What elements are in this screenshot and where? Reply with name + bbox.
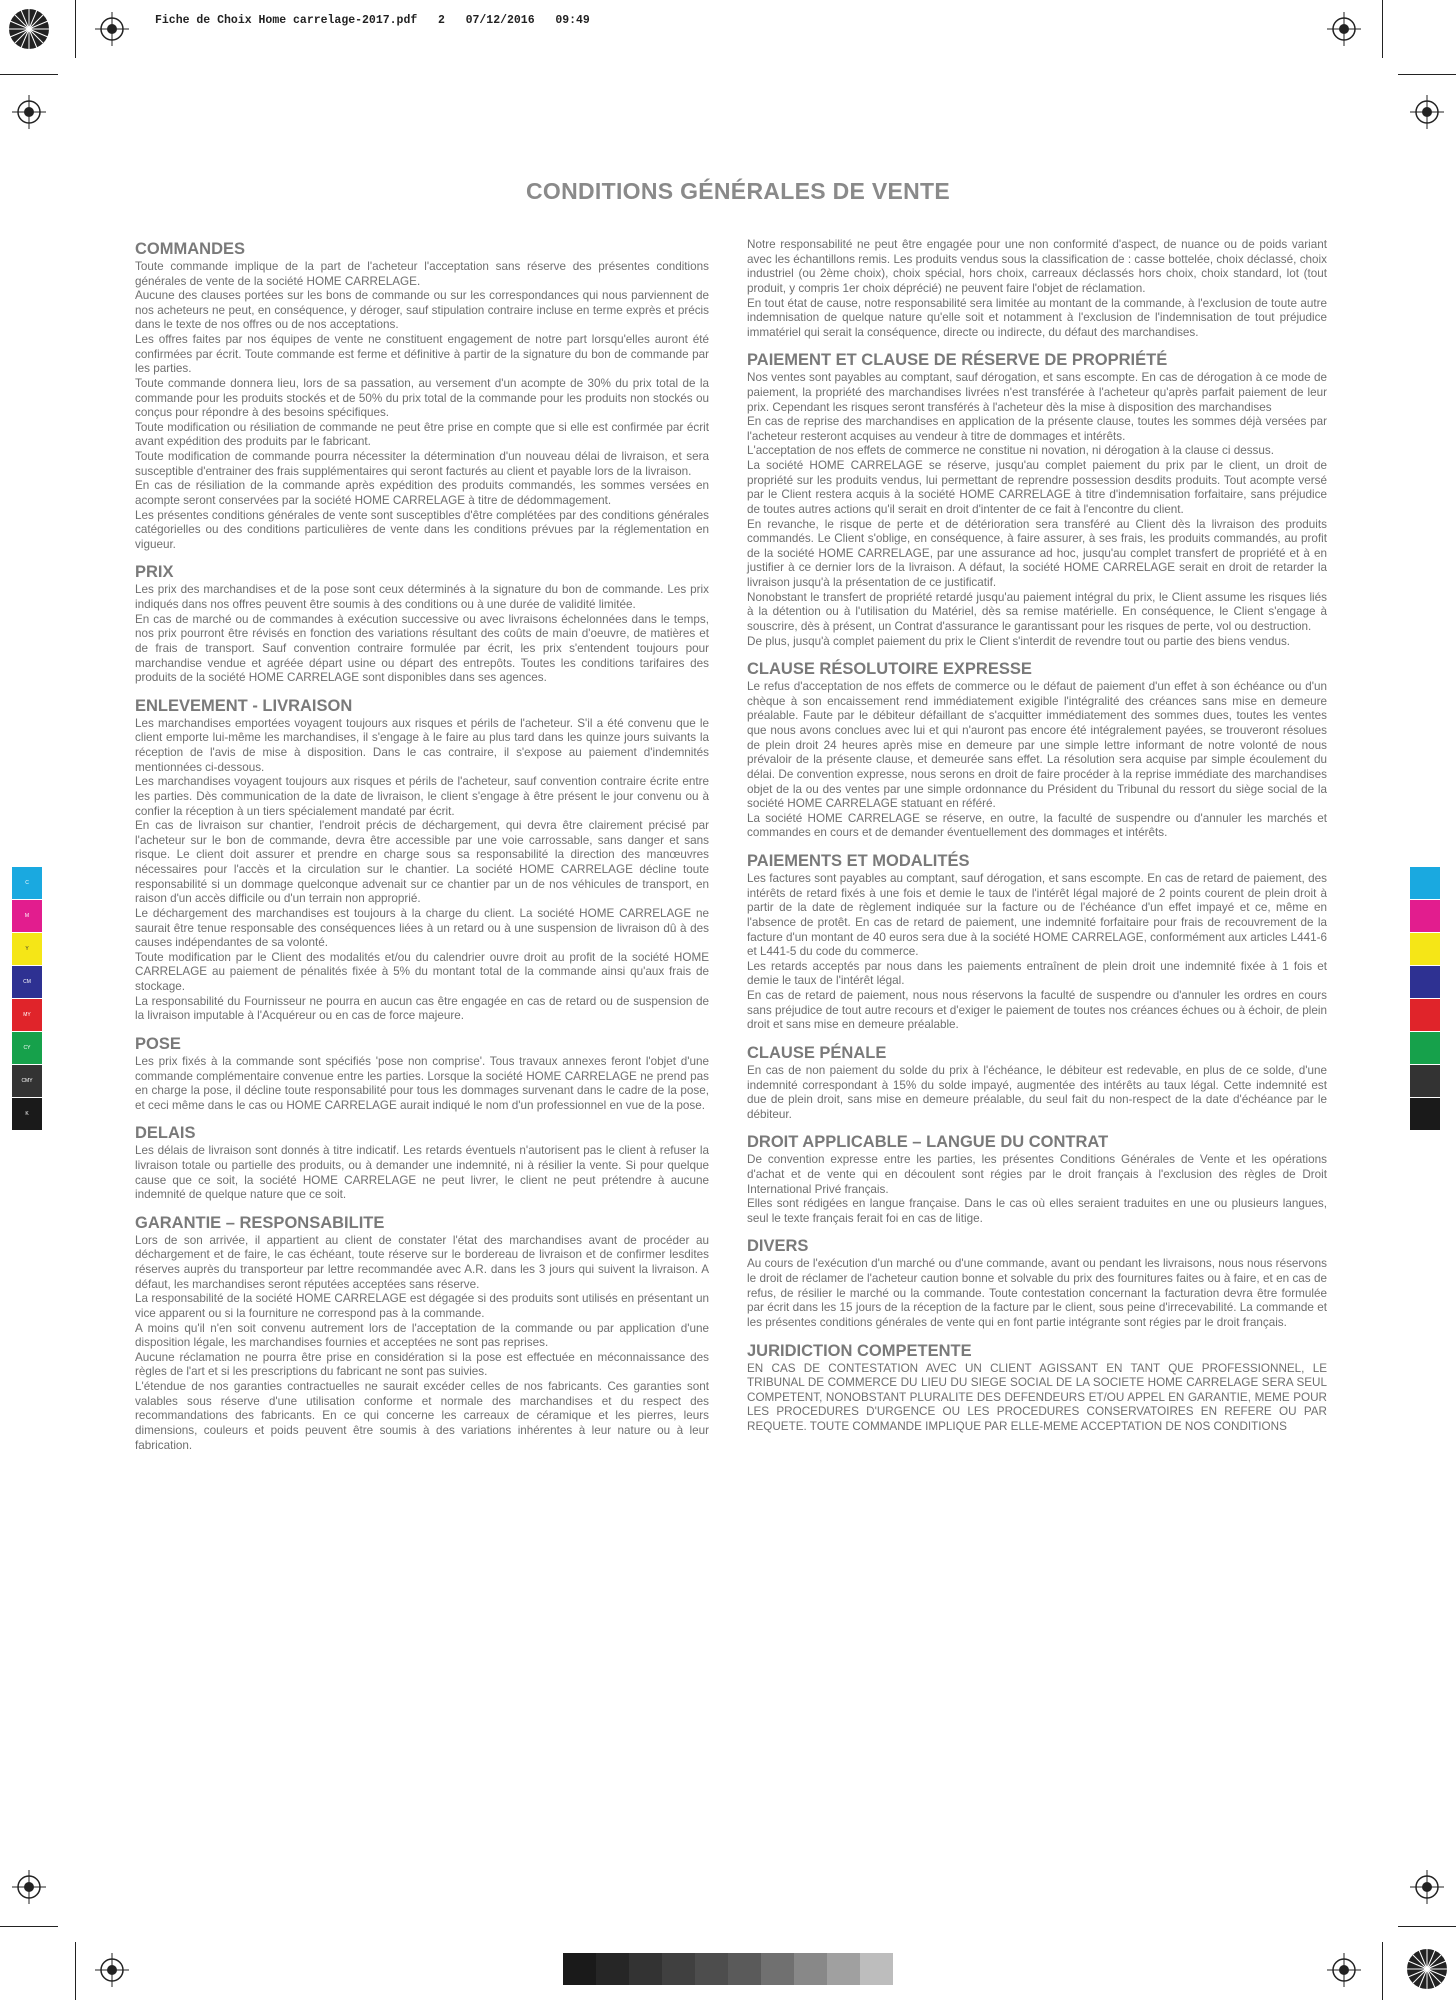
color-bar-right [1410,867,1440,1131]
section-paragraph: Aucune réclamation ne pourra être prise en considération si la pose est effectuée en méconnaissance des règles de l'art et si les prescriptions du fabricant ne sont pas suivies. [135,1350,709,1379]
color-swatch-cm: CM [12,966,42,999]
section-paragraph: Nonobstant le transfert de propriété retardé jusqu'au paiement intégral du prix, le Client assume les risques liés à la détention ou à l'utilisation du Matériel, dès sa remise matérielle. En conséquence, le Client s'engage à souscrire, dès à présent, un Contrat d'assurance le garantissant pour les risques de perte, vol ou destruction. [747,590,1327,633]
section-delais [135,1124,709,1202]
header-page: 2 [437,14,445,27]
section-paragraph: Les marchandises voyagent toujours aux risques et périls de l'acheteur, sauf convention contraire écrite entre les parties. Dès communication de la date de livraison, le client s'engage à être présent le jour convenu ou à confier la réception à un tiers spécialement mandaté par écrit. [135,775,709,818]
section-paragraph: La société HOME CARRELAGE se réserve, jusqu'au complet paiement du prix par le client, un droit de propriété sur les produits vendus, lui permettant de reprendre possession desdits produits. Tout acompte versé par le Client restera acquis à la société HOME CARRELAGE à titre d'indemnisation forfaitaire, sans préjudice de toutes autres actions qu'il serait en droit d'intenter de ce fait à l'encontre du client. [747,459,1327,516]
registration-mark-icon [1327,1953,1361,1987]
section-paragraph: L'acceptation de nos effets de commerce ne constitue ni novation, ni dérogation à la clause ci dessus. [747,444,1274,458]
color-swatch [1410,1098,1440,1131]
section-heading: COMMANDES [135,240,245,258]
crop-line [75,0,76,58]
star-target-bottom-right-icon [1406,1948,1448,1990]
section-heading: CLAUSE RÉSOLUTOIRE EXPRESSE [747,660,1032,679]
grey-step [827,1953,860,1985]
section-heading: PAIEMENT ET CLAUSE DE RÉSERVE DE PROPRIÉTÉ [747,351,1168,370]
color-swatch-c: C [12,867,42,900]
color-swatch-my: MY [12,999,42,1032]
grey-step [860,1953,893,1985]
section-paragraph: En cas de reprise des marchandises en application de la présente clause, toutes les sommes déjà versées par l'acheteur resteront acquises au vendeur à titre de dommages et intérêts. [747,415,1327,443]
section-droit-applicable-langue-du-contrat [747,1133,1327,1226]
section-prix [135,563,709,685]
grey-step [629,1953,662,1985]
section-paragraph: Toute modification ou résiliation de commande ne peut être prise en compte que si elle est confirmée par écrit avant expédition des produits par le fabricant. [135,420,709,449]
star-target-top-left-icon [8,8,50,50]
section-paragraph: Toute modification de commande pourra nécessiter la détermination d'un nouveau délai de livraison, et sera susceptible d'entrainer des frais supplémentaires qui seront facturés au client et payable lors de la livraison. [135,450,709,478]
crop-line [1382,0,1383,58]
section-paragraph: Toute commande implique de la part de l'acheteur l'acceptation sans réserve des présentes conditions générales de vente de la société HOME CARRELAGE. [135,259,709,288]
grey-step [728,1953,761,1985]
section-juridiction-competente [747,1342,1327,1435]
section-paragraph: En cas de non paiement du solde du prix à l'échéance, le débiteur est redevable, en plus de ce solde, d'une indemnité correspondant à 15% du solde impayé, augmentée des intérêts au taux légal. Cette indemnité est due de plein droit, sans mise en demeure préalable, du seul fait du non-respect de la date d'échéance par le débiteur. [747,1063,1327,1121]
color-swatch [1410,999,1440,1032]
section-continued [747,238,1327,340]
section-enlevement-livraison [135,697,709,1024]
registration-mark-icon [95,1953,129,1987]
section-paragraph: Les offres faites par nos équipes de vente ne constituent engagement de notre part lorsqu'elles auront été confirmées par écrit. Toute commande est ferme et définitive à partir de la signature du bon de commande par les parties. [135,333,709,376]
color-swatch-m: M [12,900,42,933]
section-paragraph: A moins qu'il n'en soit convenu autrement lors de l'acceptation de la commande ou par application d'une disposition légale, les marchandises fournies et acceptées ne sont pas reprises. [135,1321,709,1350]
section-heading: CLAUSE PÉNALE [747,1043,887,1062]
section-paragraph: EN CAS DE CONTESTATION AVEC UN CLIENT AGISSANT EN TANT QUE PROFESSIONNEL, LE TRIBUNAL DE COMMERCE DU LIEU DU SIEGE SOCIAL DE LA SOCIETE HOME CARRELAGE SERA SEUL COMPETENT, NONOBSTANT PLURALITE DES DEFENDEURS ET/OU APPEL EN GARANTIE, MEME POUR LES PROCEDURES D'URGENCE OU LES PROCEDURES CONSERVATOIRES EN REFERE OU PAR REQUETE. TOUTE COMMANDE IMPLIQUE PAR ELLE-MEME ACCEPTATION DE NOS CONDITIONS [747,1361,1327,1434]
section-paragraph: Toute commande donnera lieu, lors de sa passation, au versement d'un acompte de 30% du prix total de la commande pour les produits stockés et de 50% du prix total de la commande pour les produits non stockés ou conçus pour répondre à des besoins spécifiques. [135,376,709,420]
color-swatch-cy: CY [12,1032,42,1065]
section-paragraph: Nos ventes sont payables au comptant, sauf dérogation, et sans escompte. En cas de dérogation à ce mode de paiement, la propriété des marchandises livrées n'est transférée à l'acheteur qu'après parfait paiement de leur prix. Cependant les risques seront transférés à l'acheteur dès la mise à disposition des marchandises [747,371,1327,414]
section-paragraph: En tout état de cause, notre responsabilité sera limitée au montant de la commande, à l'exclusion de toute autre indemnisation de quelque nature qu'elle soit et notamment à l'exclusion de l'indemnisation de tout préjudice immatériel qui serait la conséquence, directe ou indirecte, du défaut des marchandises. [747,296,1327,339]
section-paragraph: De plus, jusqu'à complet paiement du prix le Client s'interdit de revendre tout ou partie des biens vendus. [747,634,1291,648]
section-heading: DELAIS [135,1124,196,1143]
section-paragraph: En cas de marché ou de commandes à exécution successive ou avec livraisons échelonnées dans le temps, nos prix pourront être révisés en fonction des variations résultant des coûts de main d'oeuvre, de matières et de frais de transport. Sauf convention contraire formulée par écrit, les prix s'entendent toujours pour marchandise vendue et agréée départ usine ou départ des entrepôts. Toutes les conditions tarifaires des produits de la société HOME CARRELAGE sont disponibles dans ses agences. [135,612,709,685]
section-paragraph: Les marchandises emportées voyagent toujours aux risques et périls de l'acheteur. S'il a été convenu que le client emporte lui-même les marchandises, il s'engage à le faire au plus tard dans les quinze jours suivants la réception de l'avis de mise à disposition. Dans le cas contraire, il s'expose au paiement d'indemnités mentionnées ci-dessous. [135,716,709,774]
section-clause-resolutoire-expresse [747,660,1327,841]
grey-step [761,1953,794,1985]
color-swatch-y: Y [12,933,42,966]
section-paragraph: La société HOME CARRELAGE se réserve, en outre, la faculté de suspendre ou d'annuler les marchés et commandes en cours et de demander éventuellement des dommages et intérêts. [747,811,1327,840]
section-paragraph: Les prix des marchandises et de la pose sont ceux déterminés à la signature du bon de commande. Les prix indiqués dans nos offres peuvent être soumis à des conditions ou à une durée de validité limitée. [135,583,709,612]
registration-mark-icon [12,95,46,129]
section-heading: POSE [135,1034,181,1053]
section-heading: PAIEMENTS ET MODALITÉS [747,852,970,871]
section-paragraph: Au cours de l'exécution d'un marché ou d'une commande, avant ou pendant les livraisons, nous nous réservons le droit de réclamer de l'acheteur caution bonne et solvable du prix des fournitures faites ou à faire, et en cas de refus, de résilier le marché ou la commande. Toute contestation concernant la facturation devra être formulée par écrit dans les 15 jours de la réception de la facture par le client, sous peine d'irrecevabilité. La commande et les présentes conditions générales de vente qui en font partie intégrante sont régies par le droit français. [747,1257,1327,1329]
color-bar-left [12,867,42,1131]
section-paragraph: Toute modification par le Client des modalités et/ou du calendrier ouvre droit au profit de la société HOME CARRELAGE au paiement de pénalités fixée à 5% du montant total de la commande ainsi qu'aux frais de stockage. [135,950,709,994]
grey-step [596,1953,629,1985]
section-paragraph: Les prix fixés à la commande sont spécifiés 'pose non comprise'. Tous travaux annexes feront l'objet d'une commande complémentaire convenue entre les parties. Lorsque la société HOME CARRELAGE ne prend pas en charge la pose, il décline toute responsabilité pour tous les dommages survenant dans le cadre de la pose, et ceci même dans le cas ou HOME CARRELAGE aurait indiqué le nom d'un professionnel en vue de la pose. [135,1054,709,1112]
section-paragraph: Elles sont rédigées en langue française. Dans le cas où elles seraient traduites en une ou plusieurs langues, seul le texte français ferait foi en cas de litige. [747,1197,1327,1225]
section-paiements-et-modalites [747,852,1327,1033]
section-paragraph: Le déchargement des marchandises est toujours à la charge du client. La société HOME CARRELAGE ne saurait être tenue responsable des conséquences liées à un retard ou à une suspension de livraison dû à des causes indépendantes de sa volonté. [135,906,709,950]
registration-mark-icon [95,12,129,46]
crop-line [0,74,58,75]
section-paragraph: Aucune des clauses portées sur les bons de commande ou sur les correspondances qui nous parviennent de nos acheteurs ne peut, en conséquence, y déroger, sauf stipulation contraire incluse en terme exprès et précis dans le texte de nos offres ou de nos acceptations. [135,289,709,332]
greyscale-strip [563,1953,893,1985]
header-date: 07/12/2016 [465,14,535,27]
color-swatch [1410,867,1440,900]
registration-mark-icon [1327,12,1361,46]
registration-mark-icon [1410,1870,1444,1904]
registration-mark-icon [1410,95,1444,129]
section-paragraph: Les retards acceptés par nous dans les paiements entraînent de plein droit une indemnité fixée à 1 fois et demie le taux de l'intérêt légal. [747,959,1327,988]
section-paragraph: La responsabilité de la société HOME CARRELAGE est dégagée si des produits sont utilisés en présentant un vice apparent ou si la fourniture ne correspond pas à la commande. [135,1292,709,1320]
grey-step [563,1953,596,1985]
section-divers [747,1237,1327,1330]
crop-line [75,1942,76,2000]
color-swatch-cmy: CMY [12,1065,42,1098]
section-heading: PRIX [135,563,174,582]
grey-step [662,1953,695,1985]
print-header [155,14,590,27]
left-column [135,240,709,1464]
section-paragraph: En cas de livraison sur chantier, l'endroit précis de déchargement, qui devra être clairement précisé par l'acheteur sur le bon de commande, devra être accessible par une voie carrossable, sans danger et sans risque. Le client doit assurer et prendre en charge sous sa responsabilité la direction des manœuvres nécessaires pour l'accès et la circulation sur le chantier. La société HOME CARRELAGE décline toute responsabilité si un dommage quelconque advenait sur ce chantier par un de nos véhicules de transport, en raison d'un accès difficile ou d'un terrain non approprié. [135,819,709,906]
section-paragraph: Le refus d'acceptation de nos effets de commerce ou le défaut de paiement d'un effet à son échéance ou d'un chèque à son encaissement rend immédiatement exigible l'intégralité des créances sans mise en demeure préalable. Faute par le débiteur défaillant de s'acquitter immédiatement des sommes dues, toutes les ventes que nous avons conclues avec lui et qui n'auront pas encore été intégralement payées, se trouveront résolues de plein droit 24 heures après mise en demeure par une simple lettre informant de notre volonté de nous prévaloir de la présente clause, et demeurée sans effet. La résolution sera acquise par simple écoulement du délai. De convention expresse, nous serons en droit de faire procéder à la reprise immédiate des marchandises objet de la ou des ventes par une simple ordonnance du Président du Tribunal du ressort du siège social de la société HOME CARRELAGE statuant en référé. [747,680,1327,811]
section-paragraph: En cas de retard de paiement, nous nous réservons la faculté de suspendre ou d'annuler les ordres en cours sans préjudice de tout autre recours et d'exiger le paiement de toutes nos créances échues ou à échoir, de plein droit et sans mise en demeure préalable. [747,989,1327,1032]
registration-mark-icon [12,1870,46,1904]
right-column [747,238,1327,1446]
page-title: CONDITIONS GÉNÉRALES DE VENTE [525,178,951,204]
section-garantie-responsabilite [135,1214,709,1453]
header-filename: Fiche de Choix Home carrelage-2017.pdf [155,14,418,27]
section-commandes [135,240,709,552]
section-paragraph: Les délais de livraison sont donnés à titre indicatif. Les retards éventuels n'autorisent pas le client à refuser la livraison totale ou partielle des produits, ou à demander une indemnité, ni à résilier la vente. Si pour quelque cause que ce soit, la société HOME CARRELAGE ne peut livrer, le client ne peut prétendre à aucune indemnité de quelque nature que ce soit. [135,1144,709,1202]
color-swatch [1410,900,1440,933]
section-paragraph: Notre responsabilité ne peut être engagée pour une non conformité d'aspect, de nuance ou de poids variant avec les échantillons remis. Les produits vendus sous la classification de : casse bottelée, choix déclassé, choix industriel (ou 2ème choix), choix spécial, hors choix, carreaux déclassés hors choix, choix standard, lot (tout produit, y compris 1er choix déprécié) ne peuvent faire l'objet de réclamation. [747,238,1327,295]
section-paragraph: En cas de résiliation de la commande après expédition des produits commandés, les sommes versées en acompte seront conservées par la société HOME CARRELAGE à titre de dédommagement. [135,479,709,507]
section-paragraph: Lors de son arrivée, il appartient au client de constater l'état des marchandises avant de procéder au déchargement et de faire, le cas échéant, toute réserve sur le bordereau de livraison et de confirmer lesdites réserves auprès du transporteur par lettre recommandée avec A.R. dans les 3 jours qui suivent la livraison. A défaut, les marchandises seront réputées acceptées sans réserve. [135,1233,709,1291]
grey-step [794,1953,827,1985]
section-paragraph: Les présentes conditions générales de vente sont susceptibles d'être complétées par des conditions générales catégorielles ou des conditions particulières de vente dans les conditions prévues par la réglementation en vigueur. [135,508,709,551]
section-heading: JURIDICTION COMPETENTE [747,1341,972,1360]
color-swatch [1410,933,1440,966]
section-paragraph: La responsabilité du Fournisseur ne pourra en aucun cas être engagée en cas de retard ou de suspension de la livraison imputable à l'Acquéreur ou en cas de force majeure. [135,994,709,1023]
crop-line [1398,1926,1456,1927]
section-paragraph: En revanche, le risque de perte et de détérioration sera transféré au Client dès la livraison des produits commandés. Le Client s'oblige, en conséquence, à faire assurer, à ses frais, les produits commandés, au profit de la société HOME CARRELAGE, par une assurance ad hoc, jusqu'au complet transfert de propriété et à en justifier à ce dernier lors de la livraison. A défaut, la société HOME CARRELAGE serait en droit de retarder la livraison jusqu'à la présentation de ce justificatif. [747,517,1327,590]
section-heading: GARANTIE – RESPONSABILITE [135,1213,385,1232]
section-paragraph: De convention expresse entre les parties, les présentes Conditions Générales de Vente et les opérations d'achat et de vente qui en découlent sont régies par le droit français à l'exclusion des règles de Droit International Privé français. [747,1153,1327,1196]
section-paragraph: L'étendue de nos garanties contractuelles ne saurait excéder celles de nos fabricants. Ces garanties sont valables sous réserve d'une utilisation conforme et normale des marchandises et du respect des recommandations des fabricants. En ce qui concerne les carreaux de céramique et les pierres, leurs dimensions, couleurs et poids peuvent être soumis à des variations inhérentes à leur nature ou à leur fabrication. [135,1380,709,1452]
crop-line [1398,74,1456,75]
color-swatch-k: K [12,1098,42,1131]
section-paragraph: Les factures sont payables au comptant, sauf dérogation, et sans escompte. En cas de retard de paiement, des intérêts de retard fixés à une fois et demie le taux de l'intérêt légal majoré de 2 points courent de plein droit à partir de la date de règlement indiquée sur la facture ou de l'échéance d'un effet impayé et ce, même en l'absence de protêt. En cas de retard de paiement, une indemnité forfaitaire pour frais de recouvrement de la facture d'un montant de 40 euros sera due à la société HOME CARRELAGE, conformément aux articles L441-6 et L441-5 du code du commerce. [747,872,1327,959]
color-swatch [1410,966,1440,999]
section-pose [135,1035,709,1113]
crop-line [1382,1942,1383,2000]
grey-step [695,1953,728,1985]
color-swatch [1410,1065,1440,1098]
section-heading: DIVERS [747,1237,809,1256]
crop-line [0,1926,58,1927]
section-heading: ENLEVEMENT - LIVRAISON [135,696,353,715]
header-time: 09:49 [555,14,590,27]
color-swatch [1410,1032,1440,1065]
section-paiement-et-clause-de-reserve-de-propriete [747,351,1327,649]
section-heading: DROIT APPLICABLE – LANGUE DU CONTRAT [747,1133,1109,1152]
section-clause-penale [747,1044,1327,1122]
